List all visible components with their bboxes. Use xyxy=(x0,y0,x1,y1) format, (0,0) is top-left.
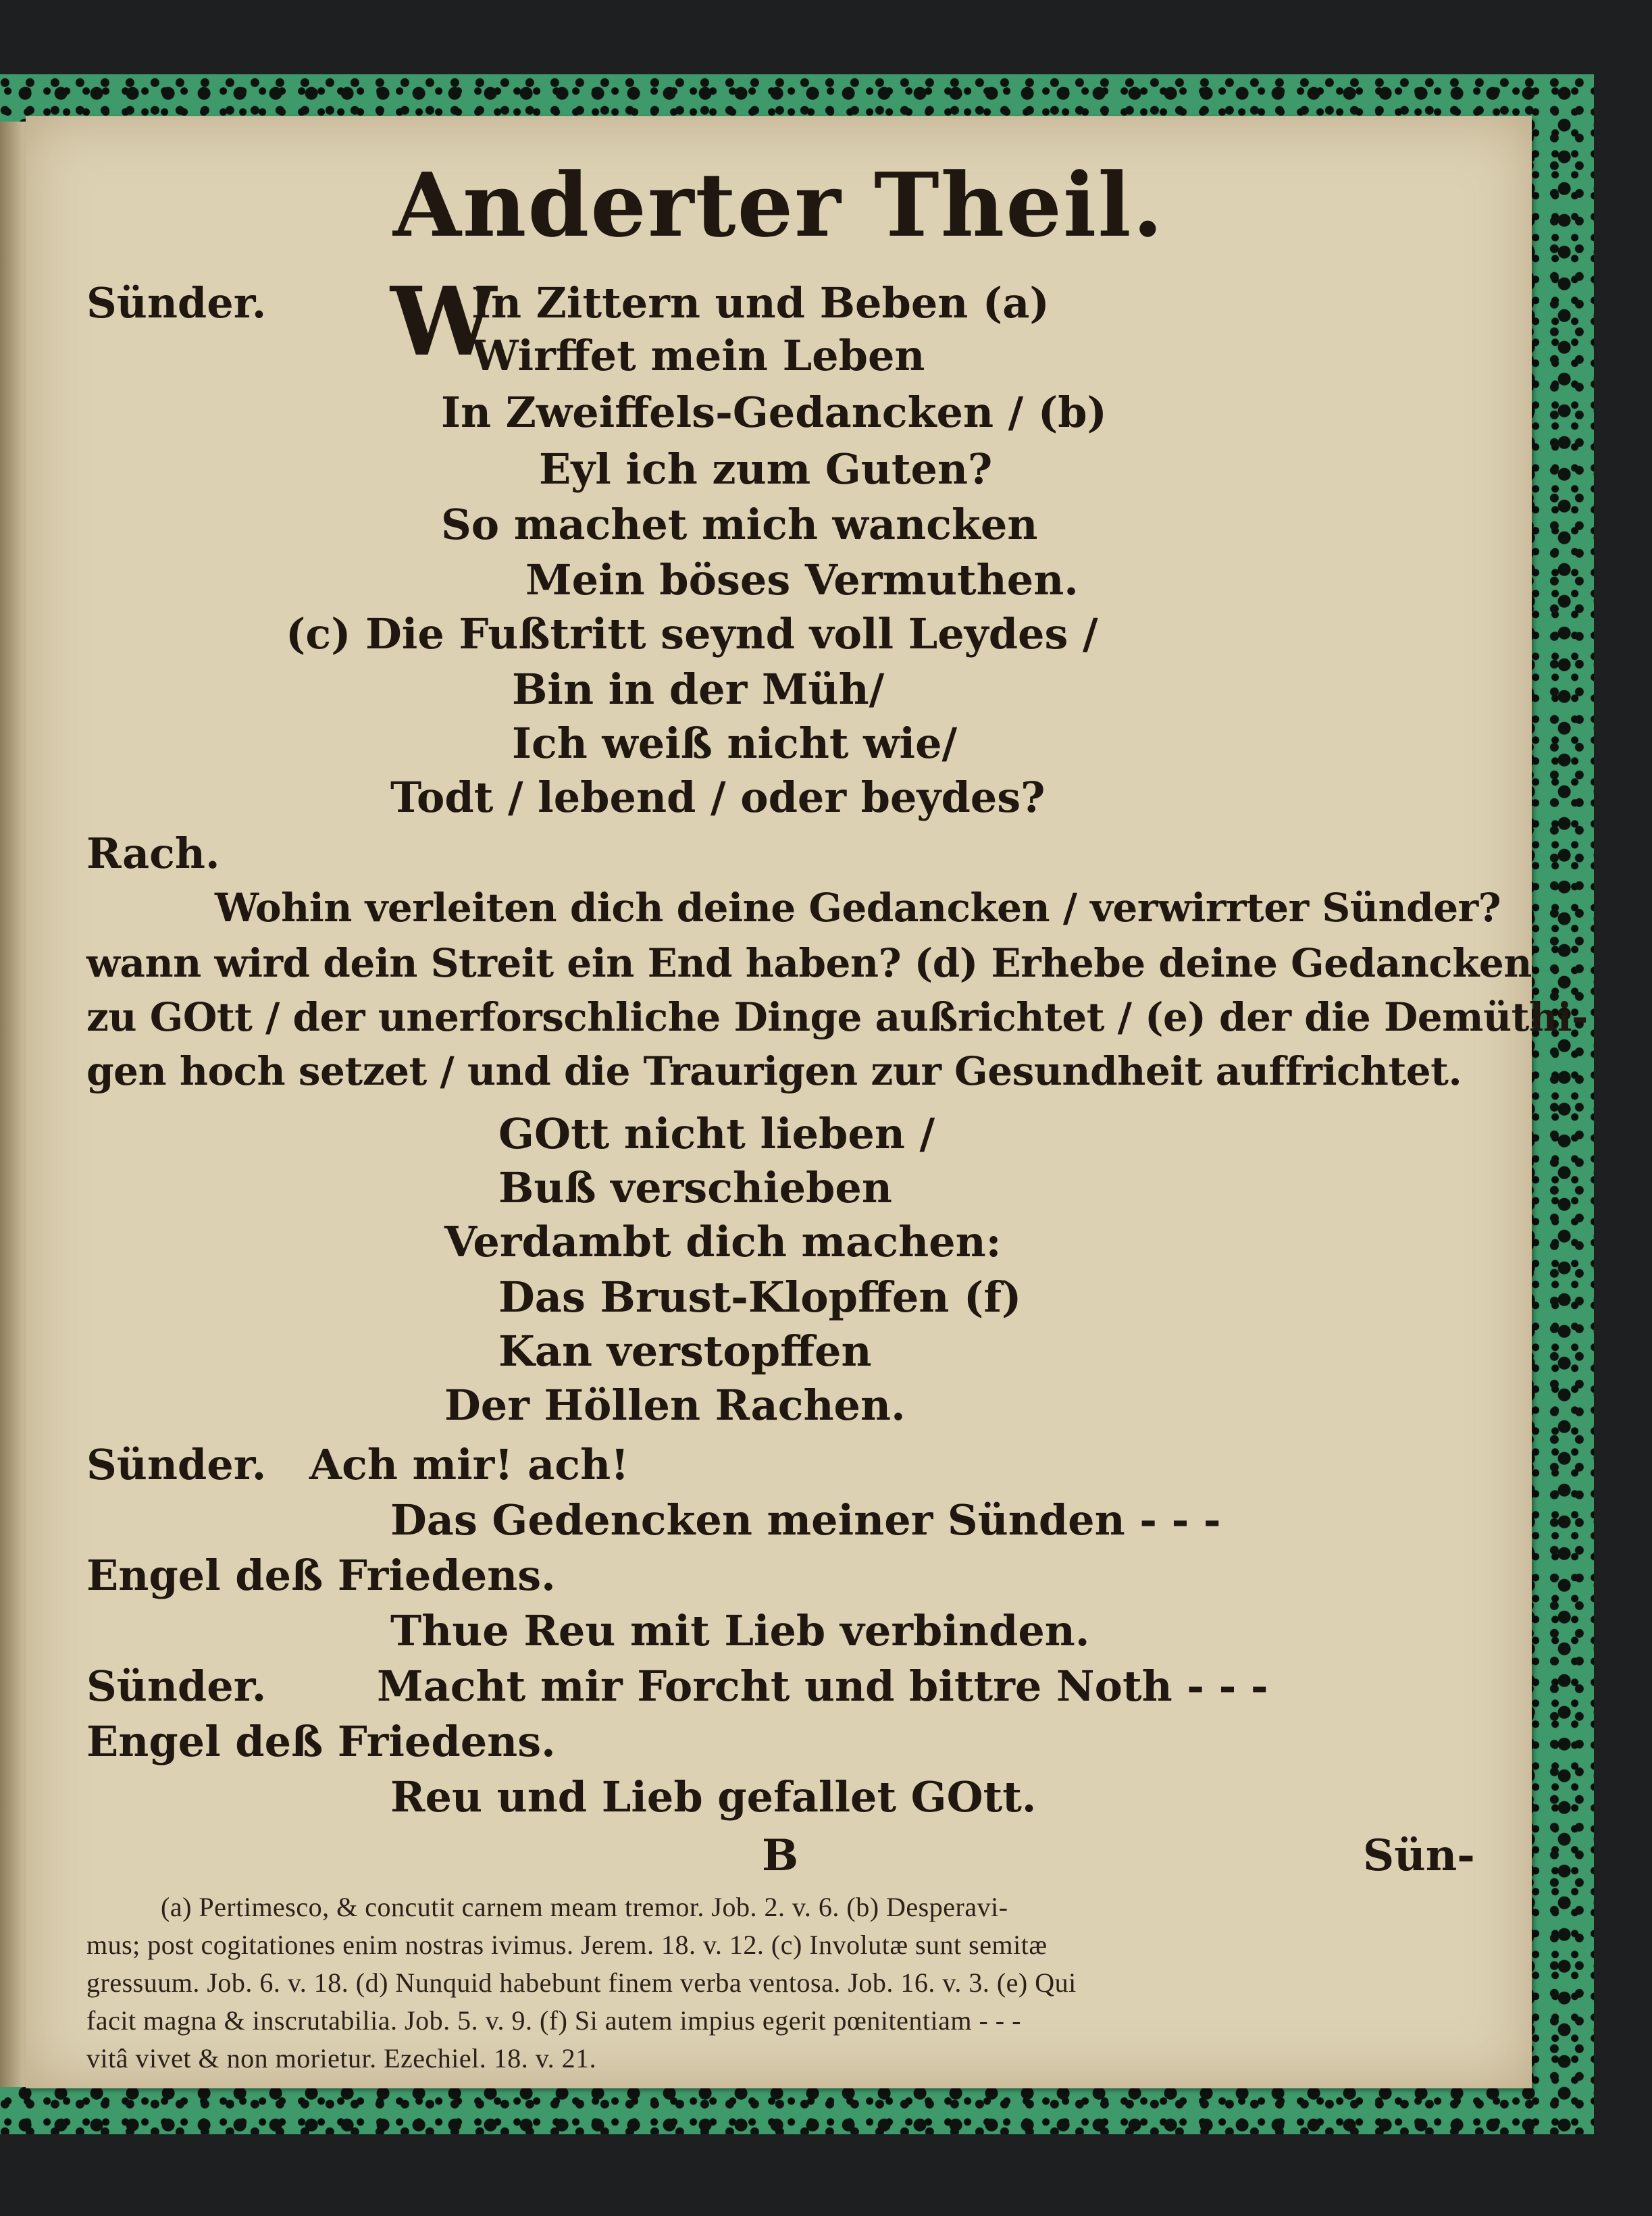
page-content xyxy=(26,116,1588,2088)
verse-line: In Zittern und Beben (a) xyxy=(471,278,1050,328)
verse-line: So machet mich wancken xyxy=(441,500,1038,549)
verse-line: GOtt nicht lieben / xyxy=(498,1109,935,1158)
verse-line: (c) Die Fußtritt seynd voll Leydes / xyxy=(286,609,1098,659)
verse-line: Verdambt dich machen: xyxy=(444,1217,1002,1266)
speaker-label: Rach. xyxy=(86,829,220,878)
verse-line: Kan verstopffen xyxy=(498,1326,872,1376)
verse-line: Wirffet mein Leben xyxy=(471,331,925,380)
footnote-line: facit magna & inscrutabilia. Job. 5. v. 9. (f) Si autem impius egerit pœnitentiam - - - xyxy=(86,2005,1021,2036)
prose-line: Wohin verleiten dich deine Gedancken / verwirrter Sünder? xyxy=(215,885,1501,931)
verse-line: Thue Reu mit Lieb verbinden. xyxy=(390,1606,1090,1655)
page-heading: Anderter Theil. xyxy=(393,153,1164,257)
speaker-label: Sünder. xyxy=(86,278,267,328)
prose-line: zu GOtt / der unerforschliche Dinge außrichtet / (e) der die Demüthi- xyxy=(86,994,1588,1040)
verse-line: Macht mir Forcht und bittre Noth - - - xyxy=(377,1661,1268,1711)
verse-line: Reu und Lieb gefallet GOtt. xyxy=(390,1772,1037,1822)
speaker-label: Engel deß Friedens. xyxy=(86,1717,556,1766)
verse-line: Eyl ich zum Guten? xyxy=(539,444,993,494)
verse-line: Das Gedencken meiner Sünden - - - xyxy=(390,1495,1221,1545)
prose-line: wann wird dein Streit ein End haben? (d) Erhebe deine Gedancken xyxy=(86,940,1532,986)
verse-line: Ich weiß nicht wie/ xyxy=(512,719,958,768)
catchword: Sün- xyxy=(1363,1830,1475,1881)
previous-page-edge xyxy=(0,122,26,2087)
verse-line: Mein böses Vermuthen. xyxy=(525,555,1079,604)
drop-cap: W xyxy=(390,267,497,378)
speaker-label: Sünder. xyxy=(86,1440,267,1489)
speaker-label: Sünder. xyxy=(86,1661,267,1711)
footnote-line: gressuum. Job. 6. v. 18. (d) Nunquid habebunt finem verba ventosa. Job. 16. v. 3. (e) Qui xyxy=(86,1967,1077,1998)
signature-mark: B xyxy=(762,1830,799,1881)
footnote-line: (a) Pertimesco, & concutit carnem meam tremor. Job. 2. v. 6. (b) Desperavi- xyxy=(161,1892,1008,1922)
verse-line: Der Höllen Rachen. xyxy=(444,1381,906,1430)
prose-line: gen hoch setzet / und die Traurigen zur Gesundheit auffrichtet. xyxy=(86,1048,1462,1094)
speaker-label: Engel deß Friedens. xyxy=(86,1551,556,1600)
verse-line: Ach mir! ach! xyxy=(309,1440,629,1489)
footnote-line: vitâ vivet & non morietur. Ezechiel. 18. v. 21. xyxy=(86,2043,597,2073)
verse-line: Das Brust-Klopffen (f) xyxy=(498,1272,1022,1322)
verse-line: In Zweiffels-Gedancken / (b) xyxy=(441,388,1107,437)
verse-line: Todt / lebend / oder beydes? xyxy=(390,773,1046,822)
footnote-line: mus; post cogitationes enim nostras ivimus. Jerem. 18. v. 12. (c) Involutæ sunt semitæ xyxy=(86,1930,1048,1960)
verse-line: Bin in der Müh/ xyxy=(512,665,885,714)
verse-line: Buß verschieben xyxy=(498,1163,892,1212)
book-page xyxy=(26,116,1588,2088)
